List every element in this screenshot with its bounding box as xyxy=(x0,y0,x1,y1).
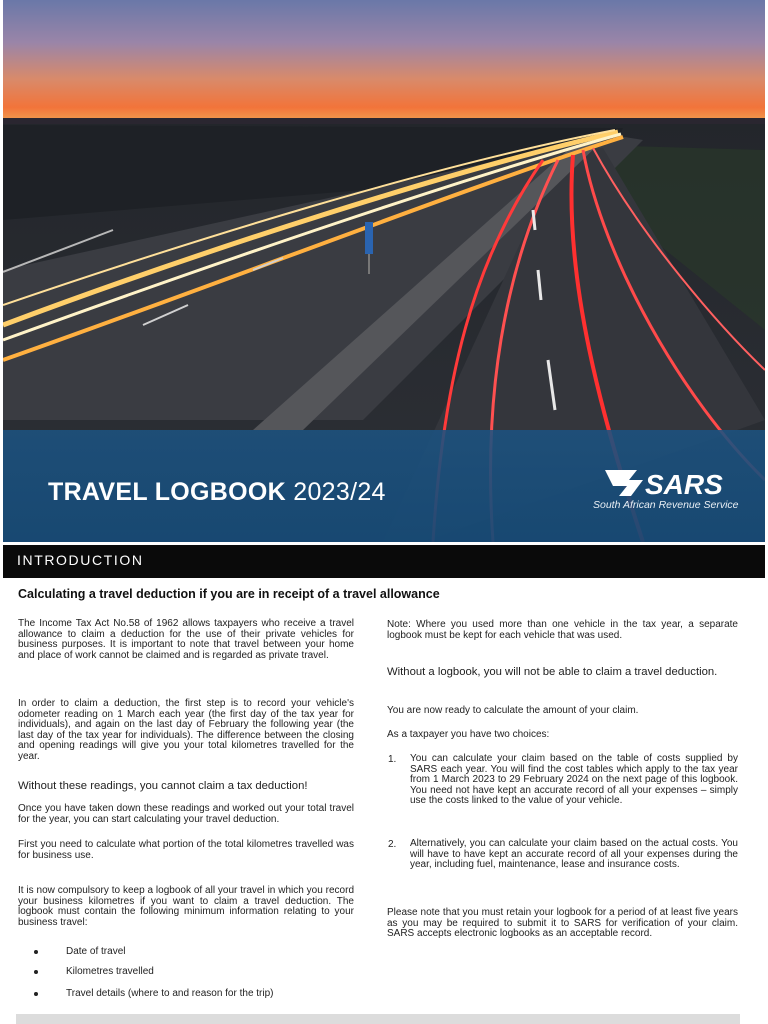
paragraph-start-calculating: Once you have taken down these readings and worked out your total travel for the year, you can start calculating your travel deduction. xyxy=(18,803,354,825)
bullet-icon xyxy=(34,970,38,974)
cover-photo xyxy=(3,0,765,542)
paragraph-note: Note: Where you used more than one vehicle in the tax year, a separate logbook must be kept for each vehicle that was used. xyxy=(387,619,738,641)
section-heading: INTRODUCTION xyxy=(17,552,144,568)
choice-text: You can calculate your claim based on the table of costs supplied by SARS each year. You will find the cost tables which apply to the tax year from 1 March 2023 to 29 February 2024 on the next page of this logbook. You need not have kept an accurate record of all your expenses – simply use the costs linked to the value of your vehicle. xyxy=(410,753,738,807)
paragraph-ready: You are now ready to calculate the amount of your claim. xyxy=(387,705,639,716)
choice-text: Alternatively, you can calculate your claim based on the actual costs. You will have to have kept an accurate record of all your expenses during the year, including fuel, maintenance, lease and insurance costs. xyxy=(410,838,738,871)
footer-bar xyxy=(16,1014,740,1024)
sars-logo-text: SARS xyxy=(645,469,723,500)
cover-title-bold: TRAVEL LOGBOOK xyxy=(48,478,287,506)
cover-title-year: 2023/24 xyxy=(293,478,386,506)
choice-number: 1. xyxy=(388,754,397,765)
paragraph-readings-warning: Without these readings, you cannot claim a tax deduction! xyxy=(18,780,308,792)
paragraph-logbook-compulsory: It is now compulsory to keep a logbook of all your travel in which you record your business kilometres if you want to claim a travel deduction. The logbook must contain the following minimum information relating to your business travel: xyxy=(18,885,354,928)
sars-emblem-icon xyxy=(605,470,643,496)
bullet-icon xyxy=(34,950,38,954)
sars-subtitle: South African Revenue Service xyxy=(593,499,739,511)
page-subheading: Calculating a travel deduction if you are in receipt of a travel allowance xyxy=(18,587,440,601)
paragraph-no-logbook-warning: Without a logbook, you will not be able to claim a travel deduction. xyxy=(387,666,718,678)
sars-logo xyxy=(603,466,743,500)
paragraph-retain-logbook: Please note that you must retain your logbook for a period of at least five years as you may be required to submit it to SARS for verification of your claim. SARS accepts electronic logbooks as an acceptable record. xyxy=(387,907,738,940)
paragraph-business-portion: First you need to calculate what portion of the total kilometres travelled was for business use. xyxy=(18,839,354,861)
paragraph-choices-intro: As a taxpayer you have two choices: xyxy=(387,729,550,740)
section-heading-bar xyxy=(3,545,765,578)
bullet-icon xyxy=(34,992,38,996)
paragraph-odometer: In order to claim a deduction, the first step is to record your vehicle's odometer reading on 1 March each year (the first day of the tax year for individuals), and again on the last day of February the following year (the last day of the tax year for individuals). The difference between the closing and opening readings will give you your total kilometres travelled for the year. xyxy=(18,698,354,762)
choice-number: 2. xyxy=(388,839,397,850)
cover-title xyxy=(48,478,386,507)
paragraph-act: The Income Tax Act No.58 of 1962 allows taxpayers who receive a travel allowance to claim a deduction for the use of their private vehicles for business purposes. It is important to note that travel between your home and place of work cannot be claimed and is regarded as private travel. xyxy=(18,618,354,661)
